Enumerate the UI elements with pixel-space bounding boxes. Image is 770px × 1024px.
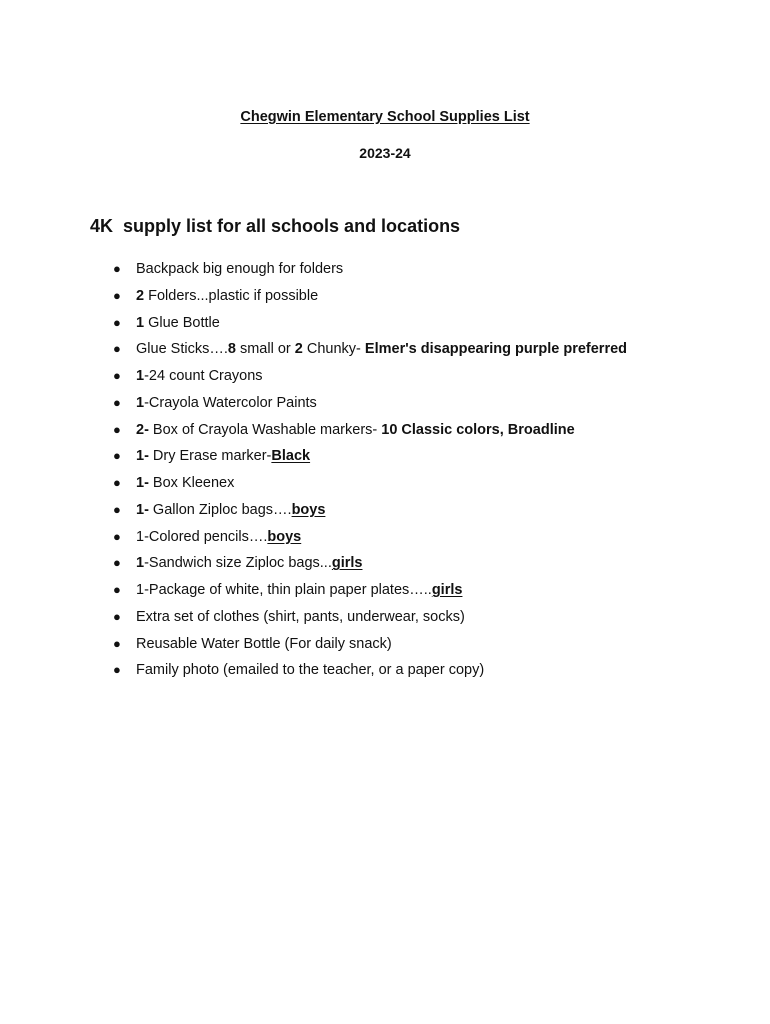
supply-item — [0, 660, 770, 687]
supply-item-text: -Crayola Watercolor Paints — [144, 394, 317, 411]
supply-item-text: 1- — [136, 475, 149, 491]
supply-item-text: 1 — [136, 368, 145, 384]
supply-item-text: Dry Erase marker- — [148, 448, 272, 465]
bullet-icon: ● — [113, 635, 121, 651]
supply-item-text: small or — [235, 341, 295, 358]
supply-item-text: 1 — [136, 314, 145, 331]
supply-item-text: 1 — [136, 555, 145, 572]
bullet-icon: ● — [113, 582, 121, 597]
bullet-icon: ● — [113, 501, 121, 517]
supply-item-text: Glue Sticks…. — [136, 341, 228, 358]
supply-item — [0, 580, 770, 607]
supply-item-text: Backpack big enough for folders — [136, 261, 344, 277]
supply-item-text: Gallon Ziploc bags…. — [148, 501, 292, 518]
supply-item — [0, 607, 770, 634]
supply-list — [0, 259, 770, 687]
supply-item-text: -Sandwich size Ziploc bags... — [144, 555, 332, 572]
supply-item-text: 1-Package of white, thin plain paper plates….. — [136, 582, 432, 598]
bullet-icon: ● — [113, 528, 121, 544]
supply-item-text: Folders...plastic if possible — [144, 287, 319, 304]
supply-item — [0, 259, 770, 286]
school-year: 2023-24 — [359, 145, 411, 161]
supply-item-text: 1- — [136, 448, 149, 465]
supply-item-text: Elmer's disappearing purple preferred — [364, 341, 628, 358]
document-title: Chegwin Elementary School Supplies List — [240, 109, 530, 125]
section-heading: 4K supply list for all schools and locations — [90, 216, 461, 236]
supply-item — [0, 393, 770, 420]
supply-item-text: 1-Colored pencils…. — [136, 528, 268, 545]
supply-item — [0, 500, 770, 527]
bullet-icon: ● — [113, 448, 121, 464]
supply-item-text: 1- — [136, 501, 149, 518]
supply-item — [0, 313, 770, 340]
supply-item-text: 10 Classic colors, Broadline — [381, 421, 575, 438]
bullet-icon: ● — [113, 421, 121, 437]
supply-item — [0, 473, 770, 500]
supply-item-text: Black — [271, 448, 311, 465]
supply-item-text: boys — [267, 528, 302, 545]
bullet-icon: ● — [113, 341, 121, 357]
supply-item-text: 8 — [227, 341, 236, 358]
supply-item-text: 2- — [136, 421, 149, 438]
supply-item-text: Family photo (emailed to the teacher, or a paper copy) — [136, 662, 485, 679]
supply-item-text: Box Kleenex — [148, 475, 235, 491]
supply-item — [0, 553, 770, 580]
supply-item-text: 2 — [136, 287, 145, 304]
bullet-icon: ● — [113, 662, 121, 678]
supply-item-text: Glue Bottle — [144, 314, 220, 331]
bullet-icon: ● — [113, 314, 121, 330]
bullet-icon: ● — [113, 555, 121, 571]
supply-item-text: 2 — [294, 341, 303, 358]
bullet-icon: ● — [113, 394, 121, 410]
supply-item — [0, 339, 770, 366]
supply-item-text: Reusable Water Bottle (For daily snack) — [136, 635, 392, 652]
bullet-icon: ● — [113, 475, 121, 490]
supply-item-text: Extra set of clothes (shirt, pants, underwear, socks) — [136, 608, 465, 625]
bullet-icon: ● — [113, 261, 121, 276]
supply-item-text: Box of Crayola Washable markers- — [148, 421, 382, 438]
supply-item-text: boys — [291, 501, 326, 518]
bullet-icon: ● — [113, 608, 121, 624]
supply-item — [0, 366, 770, 393]
supply-item-text: Chunky- — [302, 341, 365, 358]
supply-item-text: 1 — [136, 394, 145, 411]
supply-item — [0, 634, 770, 661]
supply-item — [0, 286, 770, 313]
bullet-icon: ● — [113, 287, 121, 303]
supply-item — [0, 420, 770, 447]
supply-item-text: girls — [431, 582, 463, 598]
supply-item — [0, 527, 770, 554]
supply-item-text: girls — [331, 555, 363, 572]
bullet-icon: ● — [113, 368, 121, 383]
supply-item — [0, 446, 770, 473]
supply-item-text: -24 count Crayons — [144, 368, 263, 384]
